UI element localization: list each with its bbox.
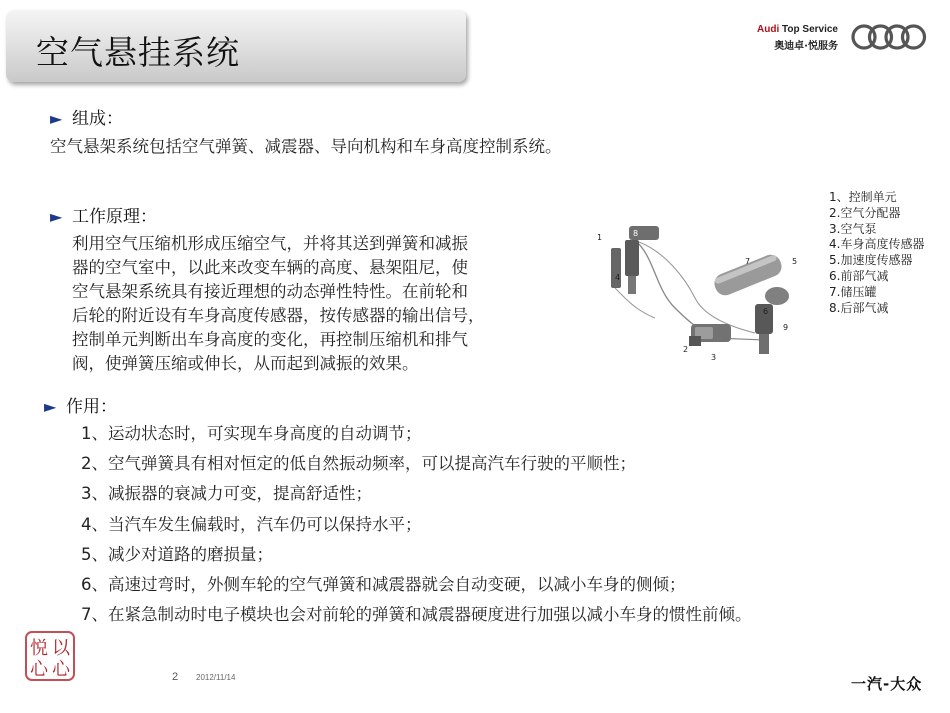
list-item: 2、空气弹簧具有相对恒定的低自然振动频率，可以提高汽车行驶的平顺性； xyxy=(81,454,636,474)
diagram-label: 1 xyxy=(597,233,603,242)
seal-char: 心 xyxy=(30,659,48,680)
function-heading-text: 作用： xyxy=(66,397,117,417)
diagram-label: 2 xyxy=(683,345,689,354)
principle-line: 阀，使弹簧压缩或伸长，从而起到减振的效果。 xyxy=(72,354,419,373)
brand-top-service-word: Top Service xyxy=(779,24,838,35)
diagram-label: 9 xyxy=(783,323,789,332)
legend-item: 1、控制单元 xyxy=(829,190,897,204)
diagram-label: 5 xyxy=(792,257,798,266)
air-suspension-diagram xyxy=(595,218,805,368)
page-title: 空气悬挂系统 xyxy=(36,33,240,72)
principle-line: 控制单元判断出车身高度的变化，再控制压缩机和排气 xyxy=(72,330,468,349)
audi-top-service-logo xyxy=(728,24,838,52)
principle-line: 空气悬架系统具有接近理想的动态弹性特性。在前轮和 xyxy=(72,282,468,301)
diagram-label: 8 xyxy=(633,229,639,238)
arrow-right-icon: ► xyxy=(50,109,63,128)
diagram-label: 3 xyxy=(711,353,717,362)
list-item: 4、当汽车发生偏载时，汽车仍可以保持水平； xyxy=(81,514,422,534)
seal-char: 心 xyxy=(52,659,70,680)
arrow-right-icon: ► xyxy=(50,207,63,226)
list-item: 6、高速过弯时，外侧车轮的空气弹簧和减震器就会自动变硬，以减小车身的侧倾； xyxy=(81,574,686,594)
brand-line2: 奥迪卓·悦服务 xyxy=(774,41,838,52)
seal-char: 悦 xyxy=(30,638,48,659)
principle-paragraph xyxy=(72,232,592,376)
list-item: 7、在紧急制动时电子模块也会对前轮的弹簧和减震器硬度进行加强以减小车身的惯性前倾。 xyxy=(81,605,752,625)
brand-audi-word: Audi xyxy=(757,24,780,35)
principle-line: 后轮的附近设有车身高度传感器，按传感器的输出信号， xyxy=(72,306,485,325)
audi-rings-icon xyxy=(850,22,928,52)
component-legend xyxy=(829,190,924,316)
list-item: 5、减少对道路的磨损量； xyxy=(81,544,273,564)
title-banner xyxy=(6,10,466,82)
seal-logo xyxy=(24,630,76,682)
brand-line1 xyxy=(728,24,838,35)
list-item: 3、减振器的衰减力可变，提高舒适性； xyxy=(81,484,372,504)
principle-heading xyxy=(50,202,157,227)
legend-item: 6.前部气减 xyxy=(829,268,889,283)
legend-item: 5.加速度传感器 xyxy=(829,253,913,268)
legend-item: 7.储压罐 xyxy=(829,284,877,299)
legend-item: 8.后部气减 xyxy=(829,300,889,315)
legend-item: 3.空气泵 xyxy=(829,221,877,236)
arrow-right-icon: ► xyxy=(44,397,57,416)
legend-item: 4.车身高度传感器 xyxy=(829,237,925,252)
principle-line: 利用空气压缩机形成压缩空气，并将其送到弹簧和减振 xyxy=(72,234,468,253)
diagram-label: 4 xyxy=(615,273,621,282)
faw-vw-logo-text: 一汽-大众 xyxy=(851,675,923,693)
composition-text: 空气悬架系统包括空气弹簧、减震器、导向机构和车身高度控制系统。 xyxy=(50,137,562,156)
list-item: 1、运动状态时，可实现车身高度的自动调节； xyxy=(81,424,422,443)
composition-heading xyxy=(50,104,123,129)
principle-line: 器的空气室中，以此来改变车辆的高度、悬架阻尼，使 xyxy=(72,258,468,277)
legend-item: 2.空气分配器 xyxy=(829,205,901,220)
function-list xyxy=(81,419,752,630)
function-heading xyxy=(44,392,117,417)
diagram-label: 6 xyxy=(763,307,769,316)
footer-date: 2012/11/14 xyxy=(196,673,236,682)
principle-heading-text: 工作原理： xyxy=(72,207,157,227)
diagram-label: 7 xyxy=(745,257,751,266)
composition-heading-text: 组成： xyxy=(72,109,123,129)
seal-char: 以 xyxy=(52,638,70,659)
page-number: 2 xyxy=(172,671,179,683)
